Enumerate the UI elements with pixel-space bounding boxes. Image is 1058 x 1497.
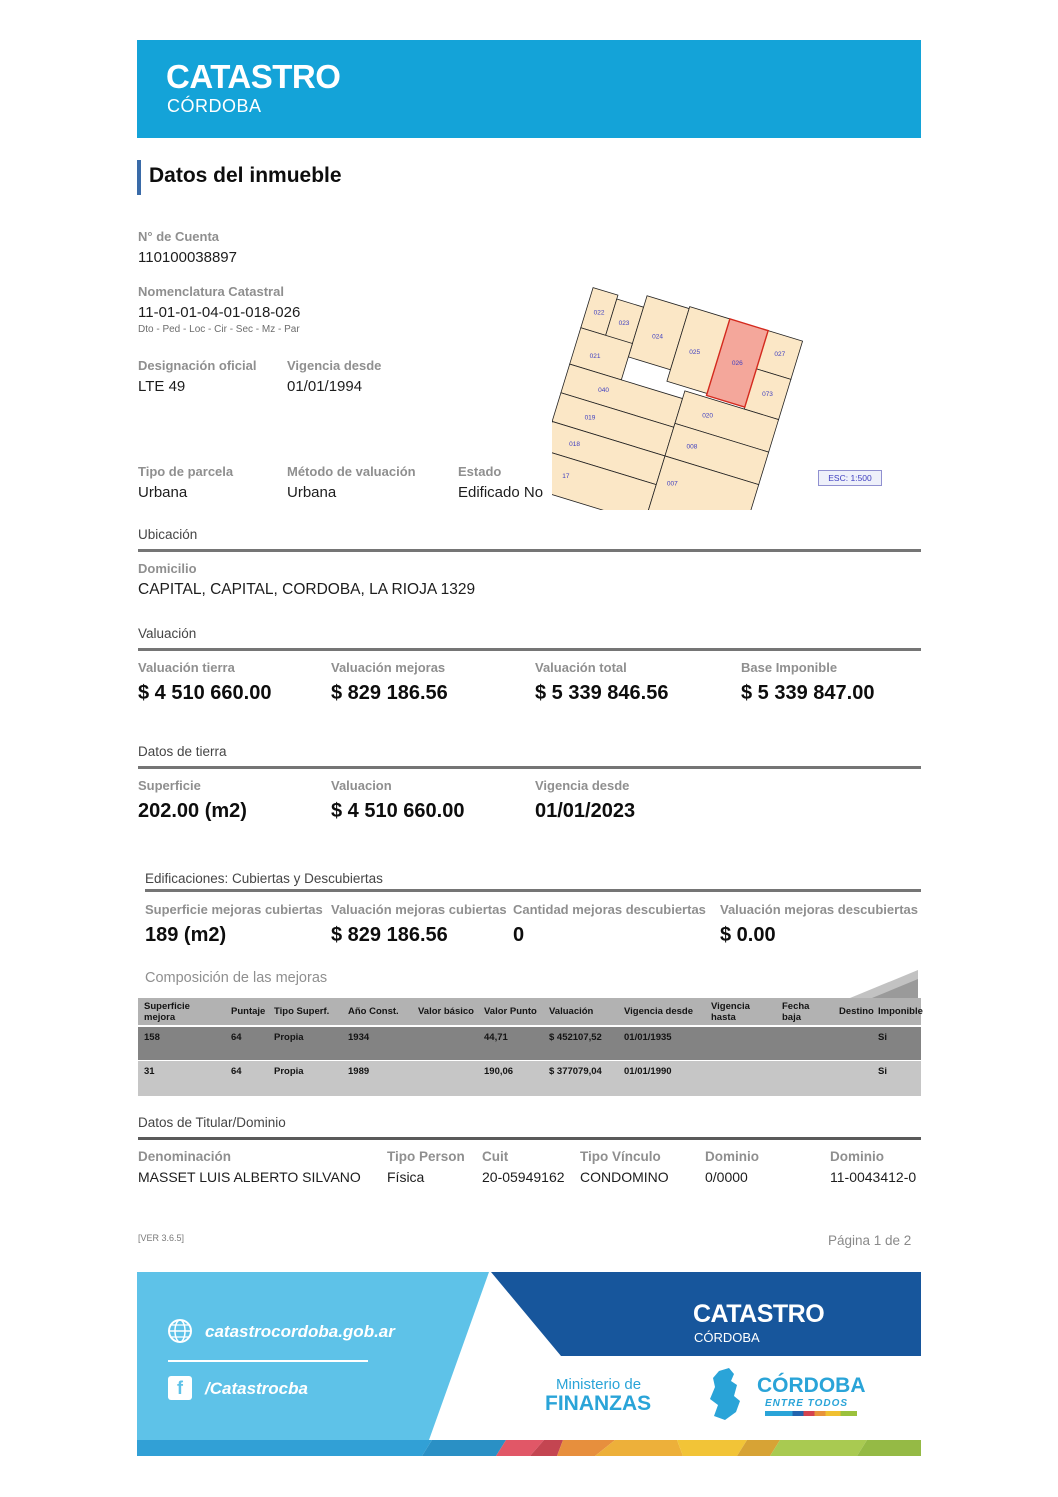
section-ubicacion: Ubicación xyxy=(138,527,198,542)
field-label: Valuación mejoras descubiertas xyxy=(720,902,918,917)
table-row xyxy=(138,1025,921,1060)
field-nomenclatura xyxy=(138,284,300,335)
cadastral-map xyxy=(552,272,900,510)
field-label: Estado xyxy=(458,464,502,479)
col-header: Puntaje xyxy=(231,1006,266,1017)
svg-text:018: 018 xyxy=(569,440,580,448)
cell: 64 xyxy=(231,1032,242,1043)
field-value: $ 0.00 xyxy=(720,924,776,946)
field-designacion xyxy=(138,358,256,395)
cell: Propia xyxy=(274,1066,304,1077)
field-label: Denominación xyxy=(138,1149,232,1164)
field-value: LTE 49 xyxy=(138,378,186,395)
field-value: $ 829 186.56 xyxy=(331,924,448,946)
field-valuacion-tierra xyxy=(138,660,271,705)
section-edificaciones: Edificaciones: Cubiertas y Descubiertas xyxy=(145,871,383,886)
cell: 64 xyxy=(231,1066,242,1077)
cell: $ 452107,52 xyxy=(549,1032,602,1043)
svg-text:019: 019 xyxy=(584,414,596,422)
field-tipo-person xyxy=(387,1149,465,1185)
table-row xyxy=(138,1060,921,1096)
field-valuacion-descubiertas xyxy=(720,902,918,947)
field-value: Urbana xyxy=(287,484,337,501)
field-tipo-parcela xyxy=(138,464,233,501)
field-value: CAPITAL, CAPITAL, CORDOBA, LA RIOJA 1329 xyxy=(138,581,476,598)
svg-text:025: 025 xyxy=(689,349,701,357)
page-number: Página 1 de 2 xyxy=(828,1233,912,1248)
footer-banner xyxy=(137,1272,921,1456)
field-value: 110100038897 xyxy=(138,249,237,266)
field-label: Cuit xyxy=(482,1149,509,1164)
col-header: Vigencia hasta xyxy=(711,1000,750,1023)
col-header: Valuación xyxy=(549,1006,594,1017)
section-datos-tierra: Datos de tierra xyxy=(138,744,227,759)
field-value: 202.00 (m2) xyxy=(138,800,247,822)
cell xyxy=(412,1061,478,1096)
field-valuacion-mejoras xyxy=(331,660,448,705)
cell: 158 xyxy=(144,1032,160,1043)
field-cantidad-descubiertas xyxy=(513,902,706,947)
cell: 01/01/1935 xyxy=(624,1032,672,1043)
version-label: [VER 3.6.5] xyxy=(138,1233,185,1243)
ministry-logo-name: FINANZAS xyxy=(545,1392,652,1415)
brand-logo: CATASTRO xyxy=(166,58,341,95)
field-value: 0/0000 xyxy=(705,1169,748,1185)
cell: 1989 xyxy=(348,1066,370,1077)
section-composicion: Composición de las mejoras xyxy=(145,970,328,986)
field-label: Vigencia desde xyxy=(287,358,382,373)
section-rule xyxy=(138,648,921,651)
cell: 31 xyxy=(144,1066,155,1077)
cordoba-province-icon xyxy=(705,1368,750,1426)
svg-text:027: 027 xyxy=(774,351,786,359)
cell xyxy=(412,1027,478,1060)
field-valuacion-total xyxy=(535,660,668,705)
field-label: Vigencia desde xyxy=(535,778,630,793)
col-header: Año Const. xyxy=(348,1006,399,1017)
field-superficie-cubiertas xyxy=(145,902,323,947)
svg-text:17: 17 xyxy=(562,472,570,480)
section-titular: Datos de Titular/Dominio xyxy=(138,1115,286,1130)
page-title: Datos del inmueble xyxy=(149,164,342,187)
section-valuacion: Valuación xyxy=(138,626,197,641)
field-cuit xyxy=(482,1149,565,1185)
field-label: Valuación mejoras xyxy=(331,660,446,675)
field-value: $ 5 339 847.00 xyxy=(741,682,875,704)
cell: Propia xyxy=(274,1032,304,1043)
svg-text:073: 073 xyxy=(762,391,773,399)
field-tipo-vinculo xyxy=(580,1149,669,1185)
cell xyxy=(705,1061,776,1096)
field-dominio-2 xyxy=(830,1149,916,1185)
col-header: Imponible xyxy=(878,1006,923,1017)
field-value: 20-05949162 xyxy=(482,1169,565,1185)
cell: 190,06 xyxy=(484,1066,514,1077)
field-label: Valuación total xyxy=(535,660,627,675)
col-header: Fecha baja xyxy=(782,1000,810,1023)
svg-text:007: 007 xyxy=(666,480,678,488)
title-accent-bar xyxy=(137,160,141,195)
field-value: Física xyxy=(387,1169,425,1185)
field-label: Dominio xyxy=(830,1149,884,1164)
field-base-imponible xyxy=(741,660,874,705)
svg-text:020: 020 xyxy=(702,412,714,420)
field-estado xyxy=(458,464,543,501)
field-value: 01/01/2023 xyxy=(535,800,636,822)
map-scale-box: ESC: 1:500 xyxy=(818,470,882,486)
field-label: Valuación mejoras cubiertas xyxy=(331,902,507,917)
field-label: Dominio xyxy=(705,1149,759,1164)
field-domicilio xyxy=(138,561,475,599)
section-rule xyxy=(138,1137,921,1140)
field-label: Valuación tierra xyxy=(138,660,235,675)
footer-divider xyxy=(168,1360,368,1362)
field-dominio-1 xyxy=(705,1149,759,1185)
fold-corner-graphic xyxy=(850,970,918,998)
footer-color-strip xyxy=(137,1440,921,1456)
cordoba-logo-tagline: ENTRE TODOS xyxy=(765,1398,849,1409)
svg-text:024: 024 xyxy=(652,333,663,341)
field-label: Tipo de parcela xyxy=(138,464,234,479)
brand-logo-sub: CÓRDOBA xyxy=(167,96,262,116)
footer-brand-logo: CATASTRO xyxy=(693,1300,825,1328)
field-value: 0 xyxy=(513,924,525,946)
field-value: CONDOMINO xyxy=(580,1169,669,1185)
cell: $ 377079,04 xyxy=(549,1066,602,1077)
cell: 1934 xyxy=(348,1032,370,1043)
field-value: 189 (m2) xyxy=(145,924,227,946)
svg-text:008: 008 xyxy=(686,443,698,451)
field-label: Designación oficial xyxy=(138,358,257,373)
field-numero-cuenta xyxy=(138,229,237,266)
globe-icon xyxy=(167,1318,193,1344)
field-label: Domicilio xyxy=(138,561,197,576)
cell xyxy=(705,1027,776,1060)
field-label: Cantidad mejoras descubiertas xyxy=(513,902,706,917)
field-value: 11-0043412-0 xyxy=(830,1169,917,1185)
footer-brand-logo-sub: CÓRDOBA xyxy=(694,1330,760,1345)
col-header: Tipo Superf. xyxy=(274,1006,330,1017)
section-rule xyxy=(138,549,921,552)
cell xyxy=(833,1027,872,1060)
col-header: Destino xyxy=(839,1006,874,1017)
field-label: Superficie mejoras cubiertas xyxy=(145,902,323,917)
field-vigencia-tierra xyxy=(535,778,635,823)
cordoba-logo-strip xyxy=(765,1411,857,1416)
header-banner xyxy=(137,40,921,138)
cell: 44,71 xyxy=(484,1032,508,1043)
field-label: Nomenclatura Catastral xyxy=(138,284,284,299)
table-header-row xyxy=(138,998,921,1025)
col-header: Vigencia desde xyxy=(624,1006,693,1017)
field-label: N° de Cuenta xyxy=(138,229,220,244)
field-superficie xyxy=(138,778,247,823)
field-value: MASSET LUIS ALBERTO SILVANO xyxy=(138,1169,361,1185)
svg-text:026: 026 xyxy=(731,360,743,368)
cell: 01/01/1990 xyxy=(624,1066,672,1077)
composicion-table xyxy=(138,998,921,1096)
svg-text:021: 021 xyxy=(589,353,601,361)
field-label: Superficie xyxy=(138,778,201,793)
field-value: 11-01-01-04-01-018-026 xyxy=(138,304,301,321)
cordoba-logo: CÓRDOBA xyxy=(757,1374,866,1397)
facebook-icon: f xyxy=(168,1376,192,1400)
field-denominacion xyxy=(138,1149,361,1185)
cell xyxy=(776,1061,833,1096)
field-valuacion-tierra-2 xyxy=(331,778,464,823)
field-value: 01/01/1994 xyxy=(287,378,363,395)
field-label: Base Imponible xyxy=(741,660,838,675)
facebook-link[interactable]: /Catastrocba xyxy=(205,1379,308,1398)
cell xyxy=(833,1061,872,1096)
section-rule xyxy=(138,766,921,769)
field-value: $ 829 186.56 xyxy=(331,682,448,704)
svg-text:022: 022 xyxy=(593,309,605,317)
website-link[interactable]: catastrocordoba.gob.ar xyxy=(205,1322,395,1341)
cell: Si xyxy=(878,1066,887,1077)
field-valuacion-cubiertas xyxy=(331,902,507,947)
cell xyxy=(776,1027,833,1060)
field-label: Tipo Person xyxy=(387,1149,465,1164)
ministry-logo-top: Ministerio de xyxy=(556,1376,642,1393)
field-value: $ 4 510 660.00 xyxy=(138,682,272,704)
field-value: Urbana xyxy=(138,484,188,501)
field-value: Edificado No xyxy=(458,484,544,501)
section-rule xyxy=(145,889,921,892)
field-metodo-valuacion xyxy=(287,464,416,501)
col-header: Superficie mejora xyxy=(144,1000,190,1023)
col-header: Valor Punto xyxy=(484,1006,537,1017)
field-label: Valuacion xyxy=(331,778,392,793)
field-label: Tipo Vínculo xyxy=(580,1149,661,1164)
svg-text:040: 040 xyxy=(598,387,609,395)
col-header: Valor básico xyxy=(418,1006,474,1017)
field-vigencia-desde xyxy=(287,358,381,395)
field-caption: Dto - Ped - Loc - Cir - Sec - Mz - Par xyxy=(138,324,300,335)
cell: Si xyxy=(878,1032,887,1043)
field-value: $ 4 510 660.00 xyxy=(331,800,465,822)
field-label: Método de valuación xyxy=(287,464,416,479)
field-value: $ 5 339 846.56 xyxy=(535,682,669,704)
svg-text:023: 023 xyxy=(618,320,630,328)
